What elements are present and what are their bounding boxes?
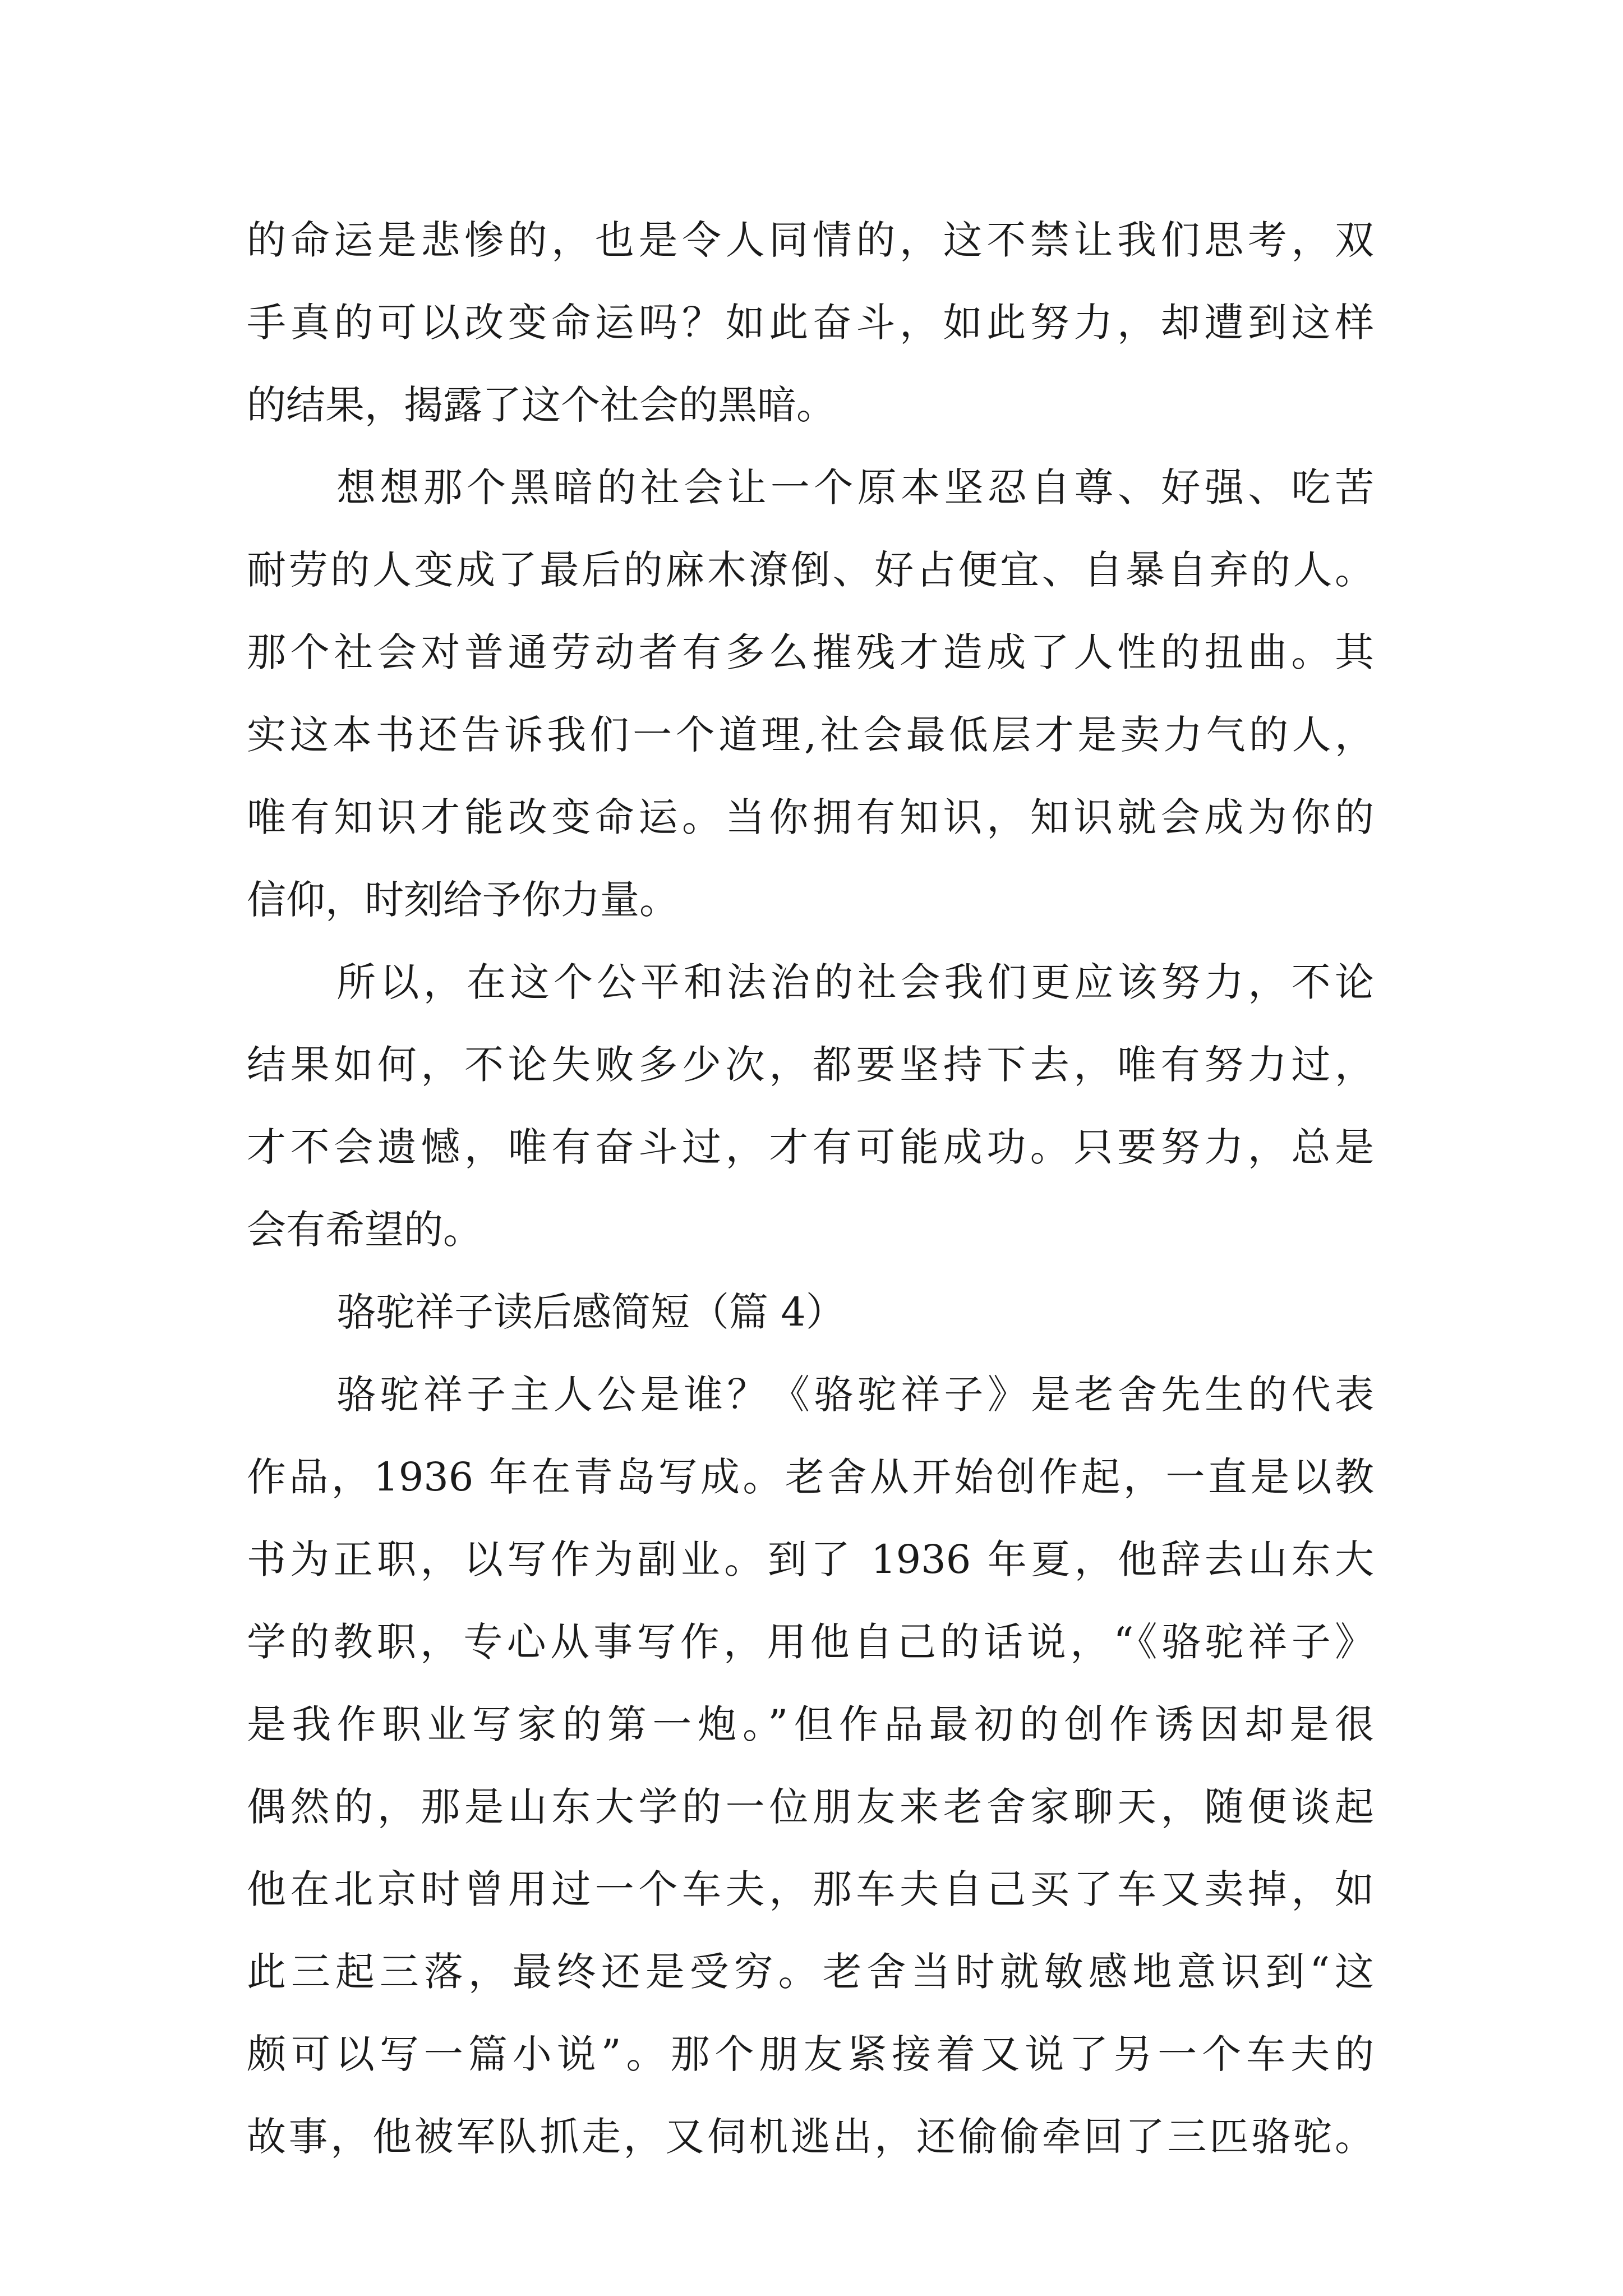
document-body <box>247 199 1374 2178</box>
text-line: 颇可以写一篇小说”。那个朋友紧接着又说了另一个车夫的 <box>247 2031 1374 2077</box>
text-line: 信仰，时刻给予你力量。 <box>247 877 679 923</box>
text-line: 偶然的，那是山东大学的一位朋友来老舍家聊天，随便谈起 <box>247 1784 1374 1830</box>
text-line: 骆驼祥子主人公是谁？《骆驼祥子》是老舍先生的代表 <box>336 1372 1374 1418</box>
paragraph-4 <box>247 1354 1374 2178</box>
text-line: 手真的可以改变命运吗？如此奋斗，如此努力，却遭到这样 <box>247 300 1374 346</box>
text-line: 作品，1936 年在青岛写成。老舍从开始创作起，一直是以教 <box>247 1454 1374 1500</box>
text-line: 实这本书还告诉我们一个道理,社会最低层才是卖力气的人， <box>247 712 1374 758</box>
paragraph-2 <box>247 447 1374 941</box>
text-line: 的命运是悲惨的，也是令人同情的，这不禁让我们思考，双 <box>247 217 1374 263</box>
text-line: 结果如何，不论失败多少次，都要坚持下去，唯有努力过， <box>247 1042 1374 1088</box>
text-line: 是我作职业写家的第一炮。”但作品最初的创作诱因却是很 <box>247 1701 1374 1747</box>
text-line: 唯有知识才能改变命运。当你拥有知识，知识就会成为你的 <box>247 794 1374 840</box>
paragraph-1 <box>247 199 1374 447</box>
text-line: 想想那个黑暗的社会让一个原本坚忍自尊、好强、吃苦 <box>336 464 1374 510</box>
text-line: 所以，在这个公平和法治的社会我们更应该努力，不论 <box>336 959 1374 1005</box>
text-line: 耐劳的人变成了最后的麻木潦倒、好占便宜、自暴自弃的人。 <box>247 547 1374 593</box>
paragraph-3 <box>247 941 1374 1271</box>
text-line: 才不会遗憾，唯有奋斗过，才有可能成功。只要努力，总是 <box>247 1124 1374 1170</box>
text-line: 会有希望的。 <box>247 1207 482 1253</box>
text-line: 故事，他被军队抓走，又伺机逃出，还偷偷牵回了三匹骆驼。 <box>247 2114 1374 2160</box>
section-title: 骆驼祥子读后感简短（篇 4） <box>336 1289 845 1335</box>
text-line: 书为正职，以写作为副业。到了 1936 年夏，他辞去山东大 <box>247 1536 1374 1582</box>
text-line: 他在北京时曾用过一个车夫，那车夫自己买了车又卖掉，如 <box>247 1866 1374 1912</box>
text-line: 学的教职，专心从事写作，用他自己的话说，“《骆驼祥子》 <box>247 1619 1374 1665</box>
section-heading <box>247 1271 1374 1354</box>
text-line: 的结果，揭露了这个社会的黑暗。 <box>247 382 836 428</box>
text-line: 那个社会对普通劳动者有多么摧残才造成了人性的扭曲。其 <box>247 629 1374 675</box>
text-line: 此三起三落，最终还是受穷。老舍当时就敏感地意识到“这 <box>247 1949 1374 1995</box>
